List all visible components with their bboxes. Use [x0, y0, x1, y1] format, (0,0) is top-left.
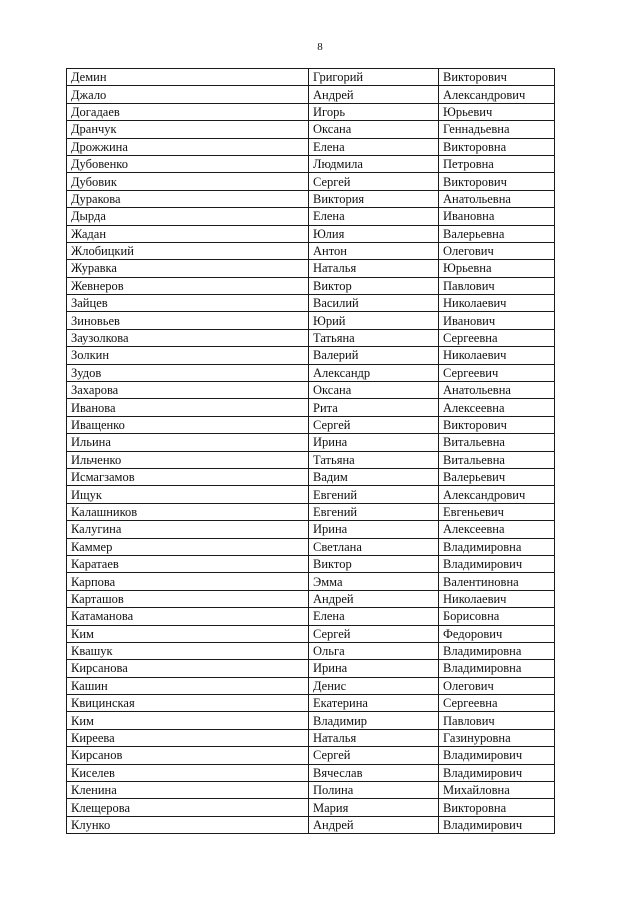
first-name-cell: Сергей	[309, 173, 439, 190]
first-name-cell: Оксана	[309, 382, 439, 399]
last-name-cell: Квицинская	[67, 695, 309, 712]
patronymic-cell: Николаевич	[439, 295, 555, 312]
patronymic-cell: Сергеевич	[439, 364, 555, 381]
first-name-cell: Татьяна	[309, 451, 439, 468]
table-row	[67, 312, 555, 329]
table-row	[67, 155, 555, 172]
table-row	[67, 242, 555, 259]
table-row	[67, 642, 555, 659]
first-name-cell: Андрей	[309, 86, 439, 103]
first-name-cell: Вячеслав	[309, 764, 439, 781]
patronymic-cell: Николаевич	[439, 347, 555, 364]
table-row	[67, 225, 555, 242]
patronymic-cell: Валерьевич	[439, 468, 555, 485]
patronymic-cell: Витальевна	[439, 434, 555, 451]
last-name-cell: Квашук	[67, 642, 309, 659]
first-name-cell: Наталья	[309, 260, 439, 277]
table-row	[67, 277, 555, 294]
table-row	[67, 103, 555, 120]
last-name-cell: Демин	[67, 69, 309, 86]
table-row	[67, 173, 555, 190]
last-name-cell: Кашин	[67, 677, 309, 694]
table-row	[67, 695, 555, 712]
patronymic-cell: Алексеевна	[439, 399, 555, 416]
first-name-cell: Василий	[309, 295, 439, 312]
first-name-cell: Сергей	[309, 625, 439, 642]
last-name-cell: Заузолкова	[67, 329, 309, 346]
names-table-body	[67, 69, 555, 834]
last-name-cell: Зайцев	[67, 295, 309, 312]
table-row	[67, 260, 555, 277]
patronymic-cell: Викторович	[439, 69, 555, 86]
last-name-cell: Жадан	[67, 225, 309, 242]
patronymic-cell: Ивановна	[439, 208, 555, 225]
table-row	[67, 399, 555, 416]
first-name-cell: Валерий	[309, 347, 439, 364]
last-name-cell: Джало	[67, 86, 309, 103]
first-name-cell: Юлия	[309, 225, 439, 242]
patronymic-cell: Сергеевна	[439, 695, 555, 712]
patronymic-cell: Борисовна	[439, 608, 555, 625]
table-row	[67, 468, 555, 485]
page-number: 8	[317, 41, 323, 53]
patronymic-cell: Витальевна	[439, 451, 555, 468]
table-row	[67, 364, 555, 381]
patronymic-cell: Владимировна	[439, 538, 555, 555]
first-name-cell: Людмила	[309, 155, 439, 172]
first-name-cell: Александр	[309, 364, 439, 381]
table-row	[67, 538, 555, 555]
patronymic-cell: Анатольевна	[439, 382, 555, 399]
patronymic-cell: Михайловна	[439, 782, 555, 799]
first-name-cell: Ирина	[309, 434, 439, 451]
table-row	[67, 521, 555, 538]
patronymic-cell: Иванович	[439, 312, 555, 329]
first-name-cell: Игорь	[309, 103, 439, 120]
table-row	[67, 208, 555, 225]
first-name-cell: Екатерина	[309, 695, 439, 712]
first-name-cell: Андрей	[309, 590, 439, 607]
last-name-cell: Ильина	[67, 434, 309, 451]
first-name-cell: Мария	[309, 799, 439, 816]
table-row	[67, 608, 555, 625]
first-name-cell: Ирина	[309, 521, 439, 538]
first-name-cell: Полина	[309, 782, 439, 799]
first-name-cell: Сергей	[309, 416, 439, 433]
last-name-cell: Киреева	[67, 729, 309, 746]
patronymic-cell: Александрович	[439, 486, 555, 503]
last-name-cell: Золкин	[67, 347, 309, 364]
table-row	[67, 573, 555, 590]
last-name-cell: Кирсанова	[67, 660, 309, 677]
first-name-cell: Вадим	[309, 468, 439, 485]
patronymic-cell: Владимирович	[439, 816, 555, 833]
patronymic-cell: Викторовна	[439, 138, 555, 155]
last-name-cell: Догадаев	[67, 103, 309, 120]
last-name-cell: Ким	[67, 625, 309, 642]
patronymic-cell: Газинуровна	[439, 729, 555, 746]
first-name-cell: Денис	[309, 677, 439, 694]
patronymic-cell: Николаевич	[439, 590, 555, 607]
table-row	[67, 712, 555, 729]
patronymic-cell: Евгеньевич	[439, 503, 555, 520]
first-name-cell: Антон	[309, 242, 439, 259]
first-name-cell: Оксана	[309, 121, 439, 138]
table-row	[67, 451, 555, 468]
table-row	[67, 329, 555, 346]
patronymic-cell: Викторович	[439, 173, 555, 190]
last-name-cell: Клунко	[67, 816, 309, 833]
table-row	[67, 555, 555, 572]
first-name-cell: Юрий	[309, 312, 439, 329]
last-name-cell: Калугина	[67, 521, 309, 538]
last-name-cell: Журавка	[67, 260, 309, 277]
first-name-cell: Ольга	[309, 642, 439, 659]
patronymic-cell: Анатольевна	[439, 190, 555, 207]
table-row	[67, 590, 555, 607]
first-name-cell: Елена	[309, 208, 439, 225]
patronymic-cell: Юрьевич	[439, 103, 555, 120]
last-name-cell: Зудов	[67, 364, 309, 381]
first-name-cell: Виктория	[309, 190, 439, 207]
patronymic-cell: Владимировна	[439, 642, 555, 659]
table-row	[67, 816, 555, 833]
table-row	[67, 782, 555, 799]
last-name-cell: Дубовенко	[67, 155, 309, 172]
last-name-cell: Кленина	[67, 782, 309, 799]
table-row	[67, 86, 555, 103]
first-name-cell: Рита	[309, 399, 439, 416]
last-name-cell: Ищук	[67, 486, 309, 503]
last-name-cell: Иванова	[67, 399, 309, 416]
patronymic-cell: Федорович	[439, 625, 555, 642]
last-name-cell: Ким	[67, 712, 309, 729]
first-name-cell: Светлана	[309, 538, 439, 555]
table-row	[67, 729, 555, 746]
patronymic-cell: Геннадьевна	[439, 121, 555, 138]
first-name-cell: Сергей	[309, 747, 439, 764]
patronymic-cell: Владимирович	[439, 555, 555, 572]
patronymic-cell: Валентиновна	[439, 573, 555, 590]
table-row	[67, 434, 555, 451]
first-name-cell: Виктор	[309, 277, 439, 294]
patronymic-cell: Александрович	[439, 86, 555, 103]
last-name-cell: Карпова	[67, 573, 309, 590]
last-name-cell: Каммер	[67, 538, 309, 555]
patronymic-cell: Олегович	[439, 242, 555, 259]
table-row	[67, 121, 555, 138]
table-row	[67, 416, 555, 433]
table-row	[67, 677, 555, 694]
first-name-cell: Наталья	[309, 729, 439, 746]
last-name-cell: Клещерова	[67, 799, 309, 816]
patronymic-cell: Владимирович	[439, 764, 555, 781]
table-row	[67, 347, 555, 364]
patronymic-cell: Олегович	[439, 677, 555, 694]
patronymic-cell: Викторович	[439, 416, 555, 433]
last-name-cell: Исмагзамов	[67, 468, 309, 485]
table-row	[67, 503, 555, 520]
patronymic-cell: Владимирович	[439, 747, 555, 764]
patronymic-cell: Викторовна	[439, 799, 555, 816]
first-name-cell: Татьяна	[309, 329, 439, 346]
table-row	[67, 747, 555, 764]
last-name-cell: Киселев	[67, 764, 309, 781]
table-row	[67, 69, 555, 86]
last-name-cell: Калашников	[67, 503, 309, 520]
table-row	[67, 190, 555, 207]
first-name-cell: Андрей	[309, 816, 439, 833]
patronymic-cell: Павлович	[439, 712, 555, 729]
last-name-cell: Карташов	[67, 590, 309, 607]
last-name-cell: Катаманова	[67, 608, 309, 625]
last-name-cell: Ильченко	[67, 451, 309, 468]
table-row	[67, 625, 555, 642]
last-name-cell: Жлобицкий	[67, 242, 309, 259]
last-name-cell: Жевнеров	[67, 277, 309, 294]
first-name-cell: Елена	[309, 608, 439, 625]
last-name-cell: Дуракова	[67, 190, 309, 207]
last-name-cell: Дранчук	[67, 121, 309, 138]
last-name-cell: Кирсанов	[67, 747, 309, 764]
table-row	[67, 382, 555, 399]
last-name-cell: Захарова	[67, 382, 309, 399]
patronymic-cell: Павлович	[439, 277, 555, 294]
patronymic-cell: Алексеевна	[439, 521, 555, 538]
last-name-cell: Дубовик	[67, 173, 309, 190]
first-name-cell: Елена	[309, 138, 439, 155]
patronymic-cell: Владимировна	[439, 660, 555, 677]
first-name-cell: Григорий	[309, 69, 439, 86]
patronymic-cell: Петровна	[439, 155, 555, 172]
table-row	[67, 295, 555, 312]
table-row	[67, 764, 555, 781]
first-name-cell: Евгений	[309, 503, 439, 520]
last-name-cell: Дрожжина	[67, 138, 309, 155]
table-row	[67, 138, 555, 155]
patronymic-cell: Юрьевна	[439, 260, 555, 277]
table-row	[67, 486, 555, 503]
table-row	[67, 660, 555, 677]
first-name-cell: Владимир	[309, 712, 439, 729]
table-row	[67, 799, 555, 816]
names-table	[66, 68, 555, 834]
last-name-cell: Иващенко	[67, 416, 309, 433]
last-name-cell: Дырда	[67, 208, 309, 225]
first-name-cell: Эмма	[309, 573, 439, 590]
first-name-cell: Ирина	[309, 660, 439, 677]
patronymic-cell: Валерьевна	[439, 225, 555, 242]
last-name-cell: Зиновьев	[67, 312, 309, 329]
first-name-cell: Евгений	[309, 486, 439, 503]
patronymic-cell: Сергеевна	[439, 329, 555, 346]
first-name-cell: Виктор	[309, 555, 439, 572]
last-name-cell: Каратаев	[67, 555, 309, 572]
